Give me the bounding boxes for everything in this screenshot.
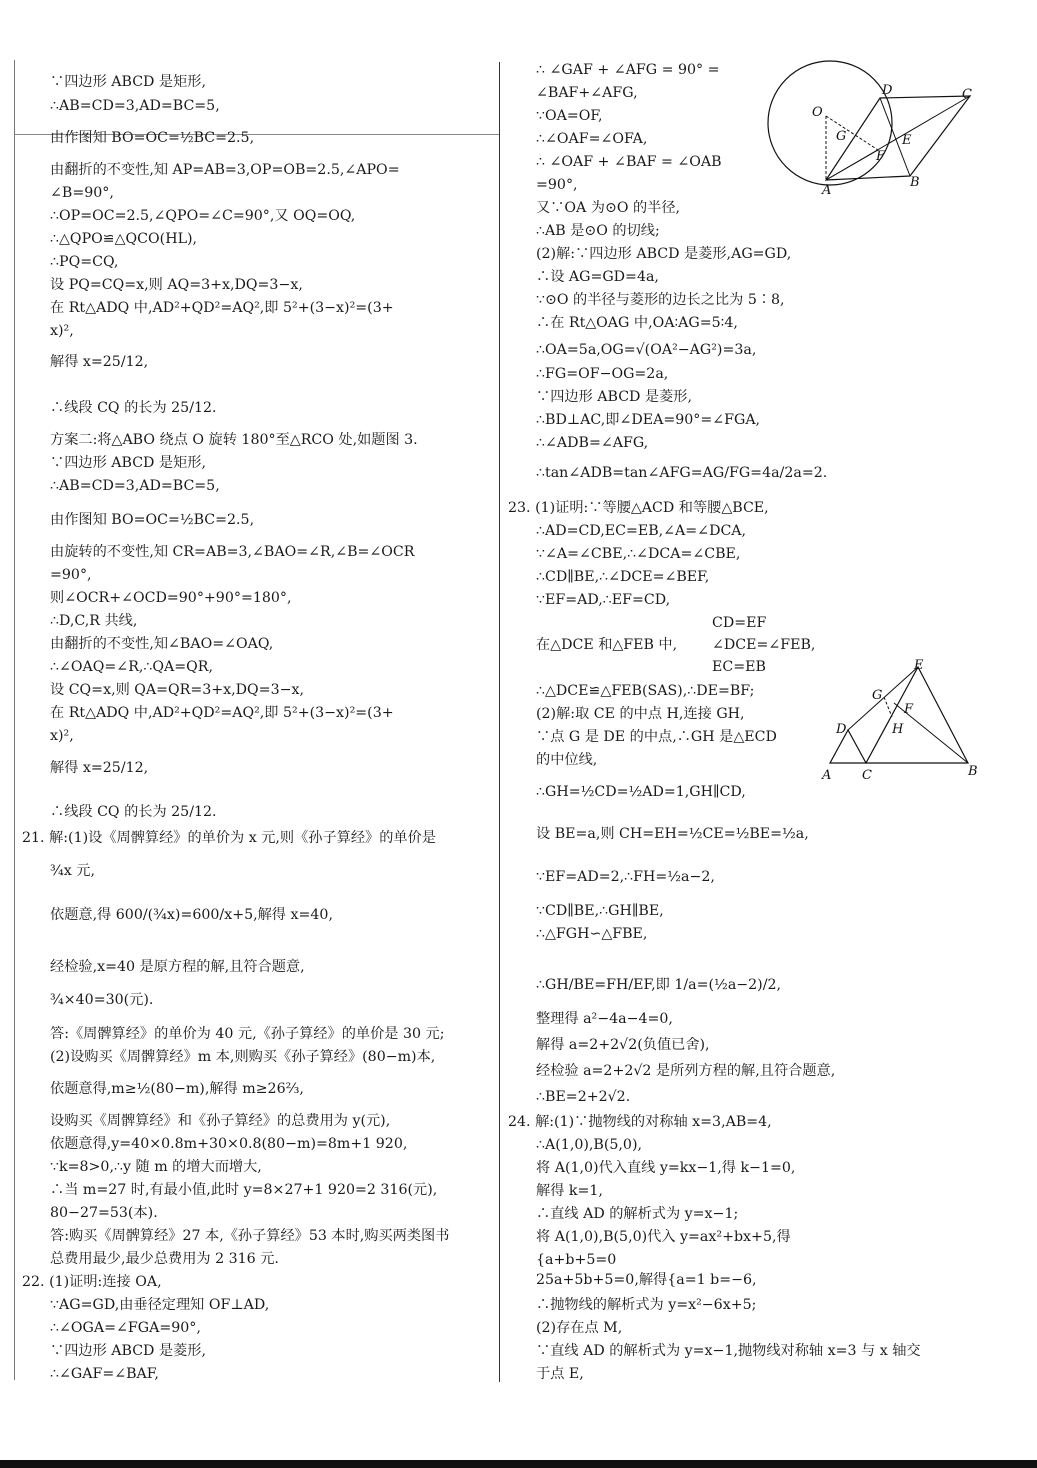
text-line: 由作图知 BO=OC=½BC=2.5, [50, 512, 255, 528]
text-line: 设购买《周髀算经》和《孙子算经》的总费用为 y(元), [50, 1113, 391, 1129]
text-line: ∵AG=GD,由垂径定理知 OF⊥AD, [50, 1297, 270, 1313]
text-line: ∵四边形 ABCD 是菱形, [50, 1343, 207, 1359]
text-line: ∴ ∠GAF + ∠AFG = 90° = [536, 62, 720, 78]
fig1-label: A [822, 183, 832, 198]
text-line: 的中位线, [536, 752, 598, 768]
text-line: ∴GH/BE=FH/EF,即 1/a=(½a−2)/2, [536, 977, 782, 993]
segment-of [826, 116, 878, 150]
fig2-label: D [836, 722, 847, 737]
text-line: 依题意得,m≥½(80−m),解得 m≥26⅔, [50, 1081, 304, 1097]
triangle-bce [866, 667, 968, 763]
text-line: 25a+5b+5=0,解得{a=1 b=−6, [536, 1272, 757, 1288]
text-line: 由作图知 BO=OC=½BC=2.5, [50, 130, 255, 146]
text-line: 设 BE=a,则 CH=EH=½CE=½BE=½a, [536, 826, 809, 842]
text-line: ∴BE=2+2√2. [536, 1089, 631, 1105]
text-line: 23. (1)证明:∵等腰△ACD 和等腰△BCE, [508, 500, 769, 516]
text-line: 21. 解:(1)设《周髀算经》的单价为 x 元,则《孙子算经》的单价是 [22, 830, 436, 846]
text-line: ∵CD∥BE,∴GH∥BE, [536, 903, 664, 919]
fig1-label: B [910, 175, 920, 190]
fig2-label: E [914, 658, 924, 673]
text-line: ∴GH=½CD=½AD=1,GH∥CD, [536, 784, 746, 800]
text-line: 将 A(1,0)代入直线 y=kx−1,得 k−1=0, [536, 1160, 796, 1176]
figure-circle-rhombus [760, 58, 990, 198]
text-line: ∴AB 是⊙O 的切线; [536, 223, 660, 239]
text-line: =90°, [536, 177, 578, 193]
text-line: ∴△DCE≌△FEB(SAS),∴DE=BF; [536, 683, 755, 699]
text-line: 经检验,x=40 是原方程的解,且符合题意, [50, 959, 305, 975]
text-line: ∴∠OAQ=∠R,∴QA=QR, [50, 659, 214, 675]
left-margin-rule [14, 60, 15, 1380]
text-line: ∴OA=5a,OG=√(OA²−AG²)=3a, [536, 342, 757, 358]
text-line: x)², [50, 728, 74, 744]
text-line: 答:《周髀算经》的单价为 40 元,《孙子算经》的单价是 30 元; [50, 1026, 445, 1042]
scan-bottom-edge [0, 1460, 1037, 1468]
text-line: EC=EB [712, 659, 766, 675]
text-line: ∴∠GAF=∠BAF, [50, 1366, 159, 1382]
fig2-label: H [892, 722, 904, 737]
text-line: ∵直线 AD 的解析式为 y=x−1,抛物线对称轴 x=3 与 x 轴交 [536, 1343, 921, 1359]
text-line: ∴tan∠ADB=tan∠AFG=AG/FG=4a/2a=2. [536, 465, 828, 481]
text-line: ¾x 元, [50, 863, 95, 879]
text-line: 将 A(1,0),B(5,0)代入 y=ax²+bx+5,得 [536, 1229, 791, 1245]
text-line: ∴在 Rt△OAG 中,OA∶AG=5∶4, [536, 315, 738, 331]
text-line: ∴AD=CD,EC=EB,∠A=∠DCA, [536, 523, 747, 539]
text-line: ∴∠OAF=∠OFA, [536, 131, 648, 147]
text-line: 在 Rt△ADQ 中,AD²+QD²=AQ²,即 5²+(3−x)²=(3+ [50, 705, 394, 721]
text-line: 由翻折的不变性,知 AP=AB=3,OP=OB=2.5,∠APO= [50, 162, 400, 178]
text-line: ∵四边形 ABCD 是矩形, [50, 455, 207, 471]
fig2-label: F [904, 702, 914, 717]
text-line: ∴D,C,R 共线, [50, 613, 138, 629]
text-line: 于点 E, [536, 1366, 584, 1382]
fig1-label: D [882, 83, 893, 98]
fig1-label: C [962, 87, 972, 102]
text-line: 在 Rt△ADQ 中,AD²+QD²=AQ²,即 5²+(3−x)²=(3+ [50, 300, 394, 316]
text-line: ∴∠ADB=∠AFG, [536, 435, 649, 451]
text-line: ∵∠A=∠CBE,∴∠DCA=∠CBE, [536, 546, 741, 562]
text-line: ∠DCE=∠FEB, [712, 637, 816, 653]
fig2-label: B [968, 764, 978, 779]
text-line: ∵四边形 ABCD 是矩形, [50, 74, 207, 90]
text-line: 解得 x=25/12, [50, 760, 149, 776]
text-line: 答:购买《周髀算经》27 本,《孙子算经》53 本时,购买两类图书 [50, 1228, 450, 1244]
text-line: ∴ ∠OAF + ∠BAF = ∠OAB [536, 154, 722, 170]
text-line: (2)解:∵四边形 ABCD 是菱形,AG=GD, [536, 246, 792, 262]
text-line: 由翻折的不变性,知∠BAO=∠OAQ, [50, 636, 274, 652]
text-line: ¾×40=30(元). [50, 992, 154, 1008]
text-line: ∴设 AG=GD=4a, [536, 269, 659, 285]
text-line: ∴A(1,0),B(5,0), [536, 1137, 642, 1153]
text-line: ∴△FGH∽△FBE, [536, 926, 648, 942]
text-line: (2)存在点 M, [536, 1320, 623, 1336]
text-line: ∴∠OGA=∠FGA=90°, [50, 1320, 201, 1336]
text-line: 24. 解:(1)∵抛物线的对称轴 x=3,AB=4, [508, 1114, 772, 1130]
text-line: 依题意,得 600/(¾x)=600/x+5,解得 x=40, [50, 907, 333, 923]
text-line: ∴AB=CD=3,AD=BC=5, [50, 98, 220, 114]
text-line: (2)解:取 CE 的中点 H,连接 GH, [536, 706, 745, 722]
text-line: ∴AB=CD=3,AD=BC=5, [50, 478, 220, 494]
text-line: (2)设购买《周髀算经》m 本,则购买《孙子算经》(80−m)本, [50, 1049, 436, 1065]
text-line: ∴PQ=CQ, [50, 254, 119, 270]
circle-o [768, 61, 892, 185]
text-line: x)², [50, 323, 74, 339]
text-line: 依题意得,y=40×0.8m+30×0.8(80−m)=8m+1 920, [50, 1136, 408, 1152]
text-line: ∠BAF+∠AFG, [536, 85, 638, 101]
column-divider [499, 62, 500, 1382]
text-line: {a+b+5=0 [536, 1252, 617, 1268]
segment-af [826, 150, 878, 180]
text-line: ∴BD⊥AC,即∠DEA=90°=∠FGA, [536, 412, 761, 428]
text-line: ∵四边形 ABCD 是菱形, [536, 389, 693, 405]
text-line: CD=EF [712, 615, 767, 631]
text-line: 又∵OA 为⊙O 的半径, [536, 200, 681, 216]
text-line: ∴OP=OC=2.5,∠QPO=∠C=90°,又 OQ=OQ, [50, 208, 356, 224]
segment-de [848, 667, 918, 730]
text-line: ∴△QPO≌△QCO(HL), [50, 231, 198, 247]
text-line: 在△DCE 和△FEB 中, [536, 637, 678, 653]
text-line: ∵EF=AD=2,∴FH=½a−2, [536, 869, 715, 885]
text-line: ∴线段 CQ 的长为 25/12. [50, 400, 217, 416]
text-line: ∵EF=AD,∴EF=CD, [536, 592, 671, 608]
text-line: 方案二:将△ABO 绕点 O 旋转 180°至△RCO 处,如题图 3. [50, 432, 418, 448]
text-line: ∵OA=OF, [536, 108, 603, 124]
text-line: 整理得 a²−4a−4=0, [536, 1011, 673, 1027]
fig2-label: G [872, 688, 883, 703]
segment-gh [884, 697, 892, 717]
text-line: 设 PQ=CQ=x,则 AQ=3+x,DQ=3−x, [50, 277, 303, 293]
text-line: 设 CQ=x,则 QA=QR=3+x,DQ=3−x, [50, 682, 304, 698]
text-line: ∴当 m=27 时,有最小值,此时 y=8×27+1 920=2 316(元), [50, 1182, 438, 1198]
text-line: ∴CD∥BE,∴∠DCE=∠BEF, [536, 569, 710, 585]
fig2-label: A [822, 768, 832, 783]
fig1-label: O [812, 105, 823, 120]
fig2-label: C [862, 768, 872, 783]
fig1-label: G [836, 129, 847, 144]
text-line: 22. (1)证明:连接 OA, [22, 1274, 162, 1290]
text-line: ∵⊙O 的半径与菱形的边长之比为 5∶8, [536, 292, 785, 308]
text-line: ∴抛物线的解析式为 y=x²−6x+5; [536, 1297, 757, 1313]
text-line: 由旋转的不变性,知 CR=AB=3,∠BAO=∠R,∠B=∠OCR [50, 544, 415, 560]
text-line: 则∠OCR+∠OCD=90°+90°=180°, [50, 590, 292, 606]
fig1-label: E [902, 133, 912, 148]
text-line: ∵k=8>0,∴y 随 m 的增大而增大, [50, 1159, 262, 1175]
text-line: 解得 a=2+2√2(负值已舍), [536, 1037, 710, 1053]
text-line: =90°, [50, 567, 92, 583]
text-line: ∠B=90°, [50, 185, 114, 201]
fig1-label: F [876, 149, 886, 164]
text-line: ∴直线 AD 的解析式为 y=x−1; [536, 1206, 739, 1222]
text-line: ∴FG=OF−OG=2a, [536, 366, 669, 382]
text-line: 80−27=53(本). [50, 1205, 158, 1221]
text-line: ∵点 G 是 DE 的中点,∴GH 是△ECD [536, 729, 777, 745]
text-line: 总费用最少,最少总费用为 2 316 元. [50, 1251, 279, 1267]
text-line: 解得 k=1, [536, 1183, 603, 1199]
figure-triangles [818, 655, 983, 785]
text-line: ∴线段 CQ 的长为 25/12. [50, 804, 217, 820]
text-line: 经检验 a=2+2√2 是所列方程的解,且符合题意, [536, 1063, 836, 1079]
text-line: 解得 x=25/12, [50, 354, 149, 370]
